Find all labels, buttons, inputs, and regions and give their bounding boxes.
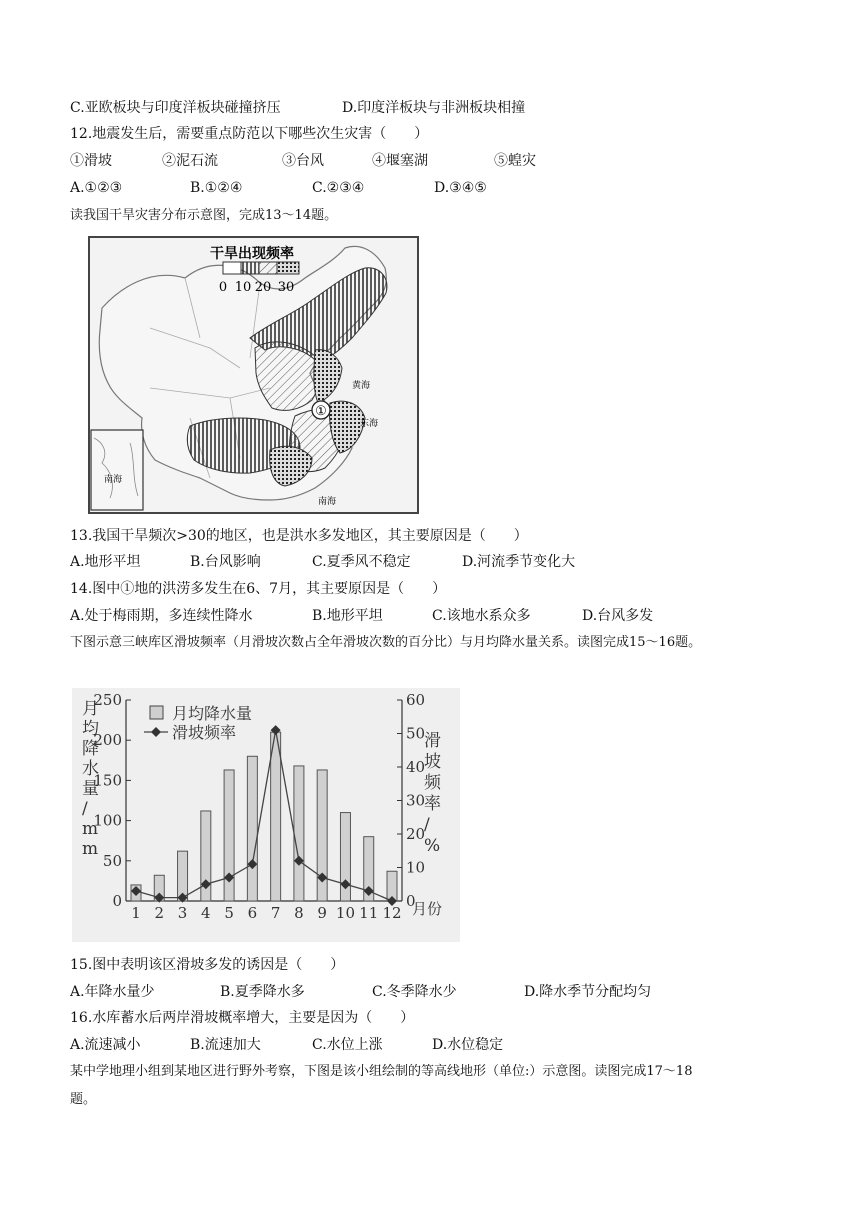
x-tick-label: 11: [359, 904, 379, 922]
q15-option-c: C.冬季降水少: [372, 984, 457, 1000]
q15-stem: 15.图中表明该区滑坡多发的诱因是（ ）: [70, 957, 345, 973]
q13-option-a: A.地形平坦: [70, 554, 141, 570]
precip-bar: [294, 766, 304, 901]
q16-option-b: B.流速加大: [190, 1037, 261, 1053]
q13-option-b: B.台风影响: [190, 554, 261, 570]
right-tick-label: 10: [406, 858, 426, 877]
right-axis-label: 滑坡频率/ %: [424, 731, 441, 856]
legend-bar-swatch: [150, 706, 163, 719]
q12-option-d: D.③④⑤: [434, 180, 487, 196]
q12-option-a: A.①②③: [70, 180, 123, 196]
q15-option-a: A.年降水量少: [70, 984, 155, 1000]
inset-south-china-sea: [91, 430, 143, 510]
left-tick-label: 50: [102, 851, 122, 870]
inset-label-nanhai: 南海: [104, 475, 123, 485]
x-tick-label: 4: [201, 904, 211, 922]
left-axis-label: 月均降水量/ m m: [82, 699, 99, 859]
legend-tick-20: 20: [254, 280, 272, 295]
q12-item-1: ①滑坡: [70, 153, 112, 169]
drought-map-svg: [90, 238, 417, 512]
q16-stem: 16.水库蓄水后两岸滑坡概率增大，主要是因为（ ）: [70, 1010, 415, 1026]
right-tick-label: 50: [406, 724, 426, 743]
q12-item-4: ④堰塞湖: [372, 153, 428, 169]
left-tick-label: 250: [93, 691, 122, 709]
right-tick-label: 60: [406, 691, 426, 709]
landslide-precip-chart: [72, 688, 460, 942]
legend-tick-0: 0: [218, 280, 228, 295]
precip-bar: [247, 756, 257, 901]
legend-tick-30: 30: [277, 280, 295, 295]
q13-stem: 13.我国干旱频次>30的地区，也是洪水多发地区，其主要原因是（ ）: [70, 528, 528, 544]
q12-stem: 12.地震发生后，需要重点防范以下哪些次生灾害（ ）: [70, 126, 429, 142]
q17-intro-line1: 某中学地理小组到某地区进行野外考察，下图是该小组绘制的等高线地形（单位:）示意图。读图完成17～18: [70, 1064, 693, 1079]
q12-item-3: ③台风: [282, 153, 324, 169]
x-tick-label: 3: [177, 904, 188, 922]
q14-option-b: B.地形平坦: [312, 608, 383, 624]
right-tick-label: 30: [406, 791, 426, 810]
q13-option-c: C.夏季风不稳定: [312, 554, 411, 570]
legend-diamond-icon: [151, 727, 161, 737]
x-tick-label: 6: [247, 904, 258, 922]
left-tick-label: 150: [93, 771, 122, 790]
legend-swatch-20: [259, 262, 277, 274]
left-tick-label: 100: [93, 811, 122, 830]
x-tick-label: 1: [131, 904, 141, 922]
q17-intro-line2: 题。: [70, 1092, 97, 1107]
right-tick-label: 20: [406, 825, 426, 843]
q15-option-b: B.夏季降水多: [220, 984, 305, 1000]
chart-svg: [72, 688, 460, 942]
x-tick-label: 9: [317, 904, 327, 922]
q11-option-d: D.印度洋板块与非洲板块相撞: [342, 100, 526, 116]
legend-swatch-0: [223, 262, 241, 274]
left-tick-label: 0: [112, 892, 122, 910]
q13-option-d: D.河流季节变化大: [462, 554, 576, 570]
q11-option-c: C.亚欧板块与印度洋板块碰撞挤压: [70, 100, 281, 116]
q16-option-c: C.水位上涨: [312, 1037, 383, 1053]
chart-intro: 下图示意三峡库区滑坡频率（月滑坡次数占全年滑坡次数的百分比）与月均降水量关系。读图完成15～16题。: [70, 635, 702, 650]
marker-1-label: ①: [315, 404, 327, 419]
map-intro: 读我国干旱灾害分布示意图，完成13～14题。: [70, 208, 338, 223]
q16-option-a: A.流速减小: [70, 1037, 141, 1053]
x-unit-label: 月份: [412, 900, 443, 918]
x-tick-label: 2: [154, 904, 165, 922]
legend-swatch-10: [241, 262, 259, 274]
q12-item-2: ②泥石流: [162, 153, 218, 169]
x-tick-label: 12: [382, 904, 402, 922]
q12-option-b: B.①②④: [190, 180, 243, 196]
legend-swatch-30: [277, 262, 299, 274]
right-tick-label: 0: [406, 892, 416, 910]
right-tick-label: 40: [406, 758, 426, 776]
left-tick-label: 200: [93, 731, 122, 750]
label-donghai: 东海: [360, 419, 379, 429]
q14-option-a: A.处于梅雨期，多连续性降水: [70, 608, 253, 624]
legend-title: 干旱出现频率: [210, 246, 294, 262]
label-huanghai: 黄海: [352, 381, 371, 391]
q16-option-d: D.水位稳定: [432, 1037, 504, 1053]
q14-stem: 14.图中①地的洪涝多发生在6、7月，其主要原因是（ ）: [70, 581, 447, 597]
x-tick-label: 7: [270, 904, 281, 922]
q14-option-d: D.台风多发: [582, 608, 654, 624]
legend-bar-label: 月均降水量: [172, 704, 253, 723]
x-tick-label: 8: [294, 904, 304, 922]
q12-option-c: C.②③④: [312, 180, 365, 196]
q15-option-d: D.降水季节分配均匀: [524, 984, 652, 1000]
legend-tick-10: 10: [234, 280, 252, 295]
x-tick-label: 5: [224, 904, 234, 922]
landslide-frequency-line: [136, 730, 392, 901]
q12-item-5: ⑤蝗灾: [494, 153, 536, 169]
drought-zone-plain: [314, 350, 342, 403]
drought-map: [88, 236, 419, 514]
label-nanhai: 南海: [318, 497, 337, 507]
q14-option-c: C.该地水系众多: [432, 608, 531, 624]
legend-line-label: 滑坡频率: [172, 723, 237, 742]
x-tick-label: 10: [335, 904, 356, 922]
precip-bar: [271, 732, 281, 901]
